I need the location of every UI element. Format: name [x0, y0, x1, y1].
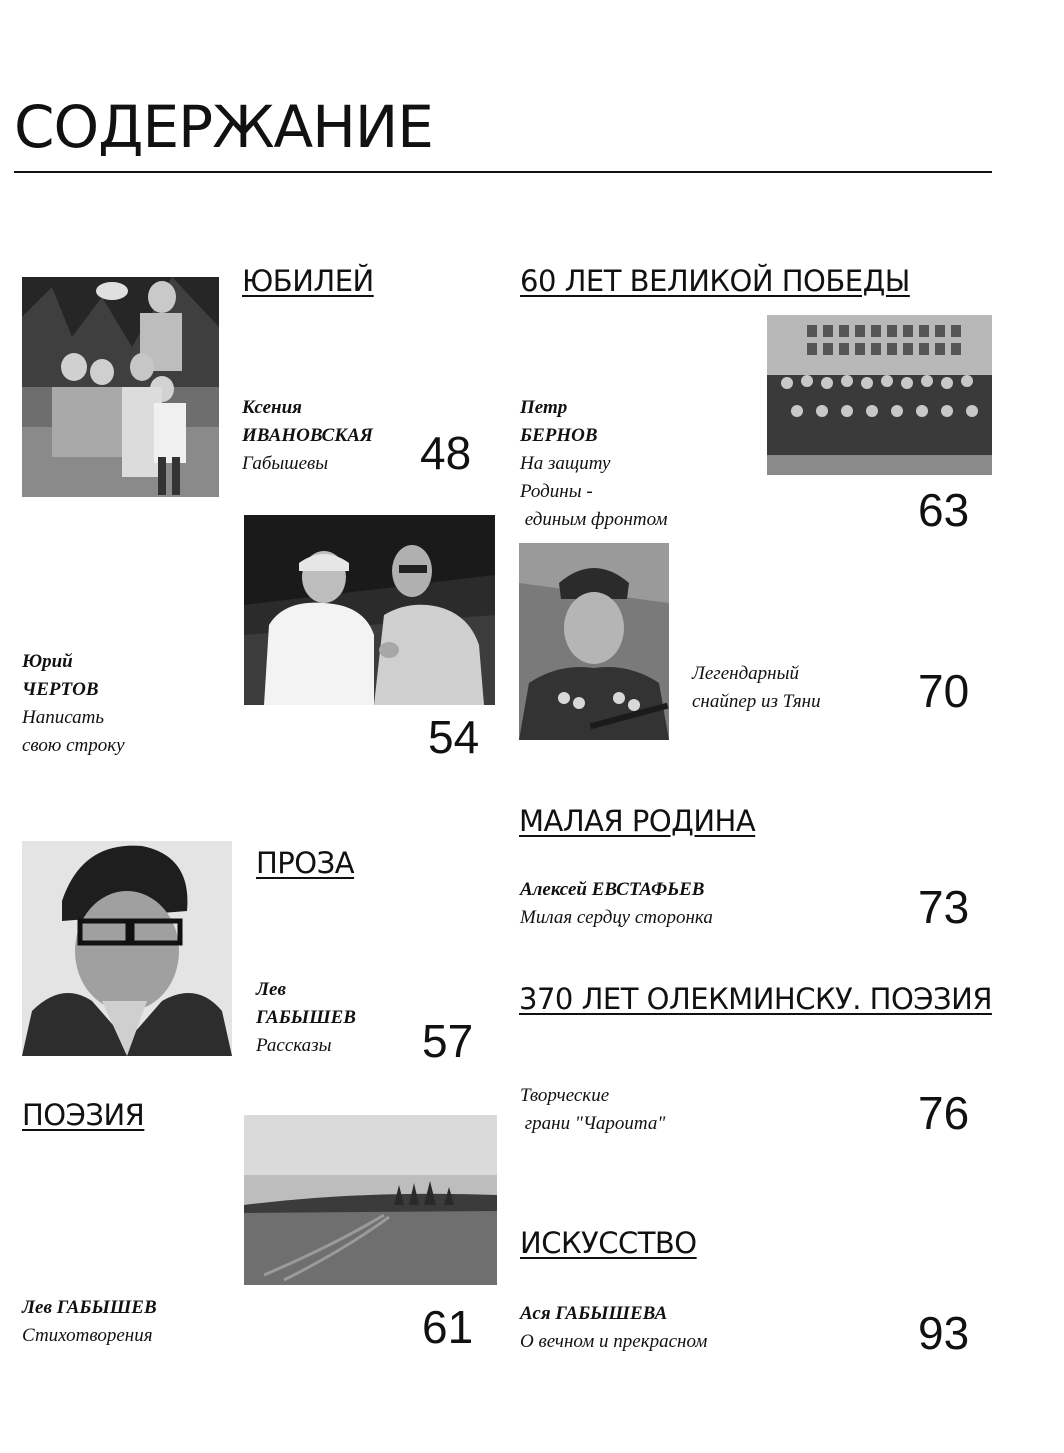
page-number-48: 48 — [420, 427, 472, 479]
author-first-name: Юрий — [22, 651, 73, 672]
article-title: Габышевы — [242, 453, 329, 474]
author-name: Алексей ЕВСТАФЬЕВ — [520, 879, 705, 900]
article-title-line-1: Написать — [22, 707, 105, 728]
section-prose: ПРОЗА — [256, 846, 355, 880]
article-title-line-1: Творческие — [520, 1085, 610, 1106]
author-last-name: ГАБЫШЕВ — [256, 1007, 356, 1028]
article-title-line-1: На защиту — [520, 453, 611, 474]
two-men-photo — [244, 515, 495, 705]
article-title-line-2: Родины - — [520, 481, 593, 502]
article-title-line-1: Легендарный — [692, 663, 799, 684]
article-title: Милая сердцу сторонка — [520, 907, 713, 928]
page-number-61: 61 — [422, 1301, 474, 1353]
author-first-name: Лев — [256, 979, 286, 1000]
entry-bernov — [520, 394, 668, 534]
page-number-93: 93 — [918, 1307, 970, 1359]
man-in-hat-portrait-photo — [22, 841, 232, 1056]
entry-evstafiev — [520, 876, 713, 932]
sniper-portrait-photo — [519, 543, 669, 740]
article-title-line-2: снайпер из Тяни — [692, 691, 821, 712]
family-photo — [22, 277, 219, 497]
author-name: Лев ГАБЫШЕВ — [22, 1297, 157, 1318]
page-title: СОДЕРЖАНИЕ — [14, 93, 433, 161]
entry-gabysheva — [520, 1300, 707, 1356]
article-title-line-2: свою строку — [22, 735, 125, 756]
page-number-70: 70 — [918, 665, 970, 717]
author-name: Ася ГАБЫШЕВА — [520, 1303, 668, 1324]
entry-gabyshev-poetry — [22, 1294, 157, 1350]
entry-gabyshev-prose — [256, 976, 356, 1060]
veterans-group-photo — [767, 315, 992, 475]
entry-chertov — [22, 648, 125, 760]
page-number-54: 54 — [428, 711, 480, 763]
article-title-line-3: единым фронтом — [520, 509, 668, 530]
author-first-name: Петр — [520, 397, 568, 418]
section-small-homeland: МАЛАЯ РОДИНА — [519, 804, 756, 838]
author-first-name: Ксения — [242, 397, 302, 418]
page-number-73: 73 — [918, 881, 970, 933]
page-number-57: 57 — [422, 1015, 474, 1067]
title-rule — [14, 171, 992, 173]
section-victory: 60 ЛЕТ ВЕЛИКОЙ ПОБЕДЫ — [520, 264, 910, 298]
section-art: ИСКУССТВО — [520, 1226, 697, 1260]
article-title: О вечном и прекрасном — [520, 1331, 708, 1352]
section-poetry: ПОЭЗИЯ — [22, 1098, 145, 1132]
section-olekminsk: 370 ЛЕТ ОЛЕКМИНСКУ. ПОЭЗИЯ — [519, 982, 992, 1016]
entry-ivanovskaya — [242, 394, 373, 478]
author-last-name: ИВАНОВСКАЯ — [242, 425, 374, 446]
entry-charoit — [520, 1082, 665, 1138]
article-title-line-2: грани "Чароита" — [520, 1113, 666, 1134]
page-number-63: 63 — [918, 484, 970, 536]
article-title: Стихотворения — [22, 1325, 153, 1346]
landscape-photo — [244, 1115, 497, 1285]
section-jubilee: ЮБИЛЕЙ — [242, 264, 374, 298]
page-number-76: 76 — [918, 1087, 970, 1139]
article-title: Рассказы — [256, 1035, 332, 1056]
entry-sniper — [692, 660, 821, 716]
author-last-name: БЕРНОВ — [520, 425, 598, 446]
author-last-name: ЧЕРТОВ — [22, 679, 99, 700]
